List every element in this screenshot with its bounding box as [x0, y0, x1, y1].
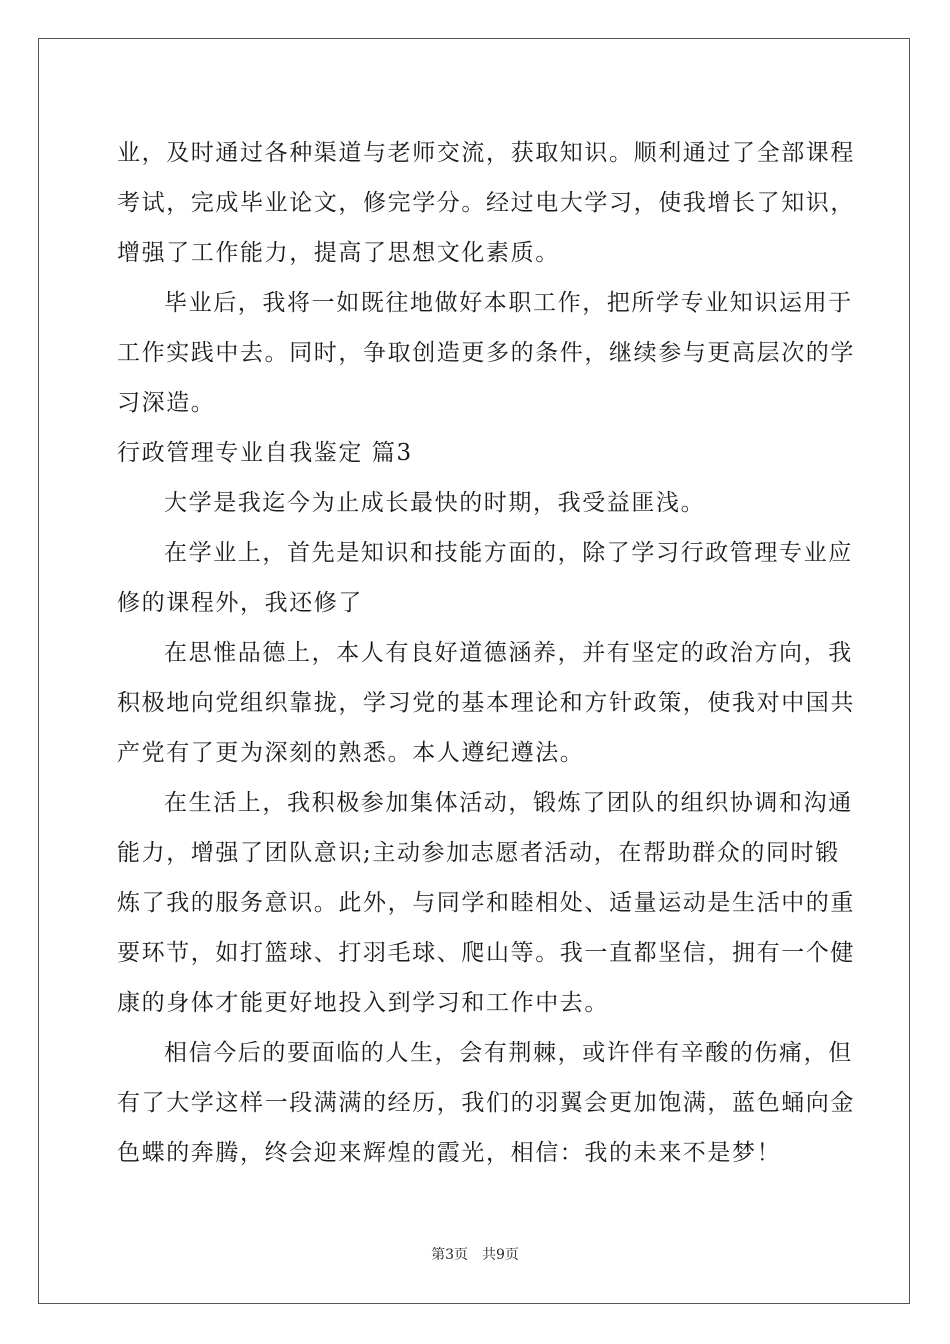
text-line: 有了大学这样一段满满的经历，我们的羽翼会更加饱满，蓝色蛹向金	[117, 1090, 855, 1116]
text-line: 修的课程外，我还修了	[117, 590, 363, 616]
page-total: 共9页	[482, 1247, 519, 1263]
text-line: 在生活上，我积极参加集体活动，锻炼了团队的组织协调和沟通	[164, 790, 853, 816]
text-line: 积极地向党组织靠拢，学习党的基本理论和方针政策，使我对中国共	[117, 690, 855, 716]
text-line: 大学是我迄今为止成长最快的时期，我受益匪浅。	[164, 490, 706, 516]
text-line: 色蝶的奔腾，终会迎来辉煌的霞光，相信：我的未来不是梦！	[117, 1140, 782, 1166]
text-line: 业，及时通过各种渠道与老师交流，获取知识。顺利通过了全部课程	[117, 140, 855, 166]
text-line: 相信今后的要面临的人生，会有荆棘，或许伴有辛酸的伤痛，但	[164, 1040, 853, 1066]
document-body	[117, 128, 855, 1178]
text-line: 能力，增强了团队意识;主动参加志愿者活动，在帮助群众的同时锻	[117, 840, 840, 866]
text-line: 炼了我的服务意识。此外，与同学和睦相处、适量运动是生活中的重	[117, 890, 855, 916]
text-line: 康的身体才能更好地投入到学习和工作中去。	[117, 990, 609, 1016]
text-line: 习深造。	[117, 390, 216, 416]
text-line: 在学业上，首先是知识和技能方面的，除了学习行政管理专业应	[164, 540, 853, 566]
text-line: 要环节，如打篮球、打羽毛球、爬山等。我一直都坚信，拥有一个健	[117, 940, 855, 966]
text-line: 增强了工作能力，提高了思想文化素质。	[117, 240, 560, 266]
page-footer	[0, 1244, 950, 1264]
text-line: 产党有了更为深刻的熟悉。本人遵纪遵法。	[117, 740, 585, 766]
section-heading: 行政管理专业自我鉴定 篇3	[117, 440, 413, 466]
text-line: 毕业后，我将一如既往地做好本职工作，把所学专业知识运用于	[164, 290, 853, 316]
text-line: 考试，完成毕业论文，修完学分。经过电大学习，使我增长了知识，	[117, 190, 855, 216]
text-line: 工作实践中去。同时，争取创造更多的条件，继续参与更高层次的学	[117, 340, 855, 366]
text-line: 在思惟品德上，本人有良好道德涵养，并有坚定的政治方向，我	[164, 640, 853, 666]
page-number: 第3页	[431, 1247, 468, 1263]
